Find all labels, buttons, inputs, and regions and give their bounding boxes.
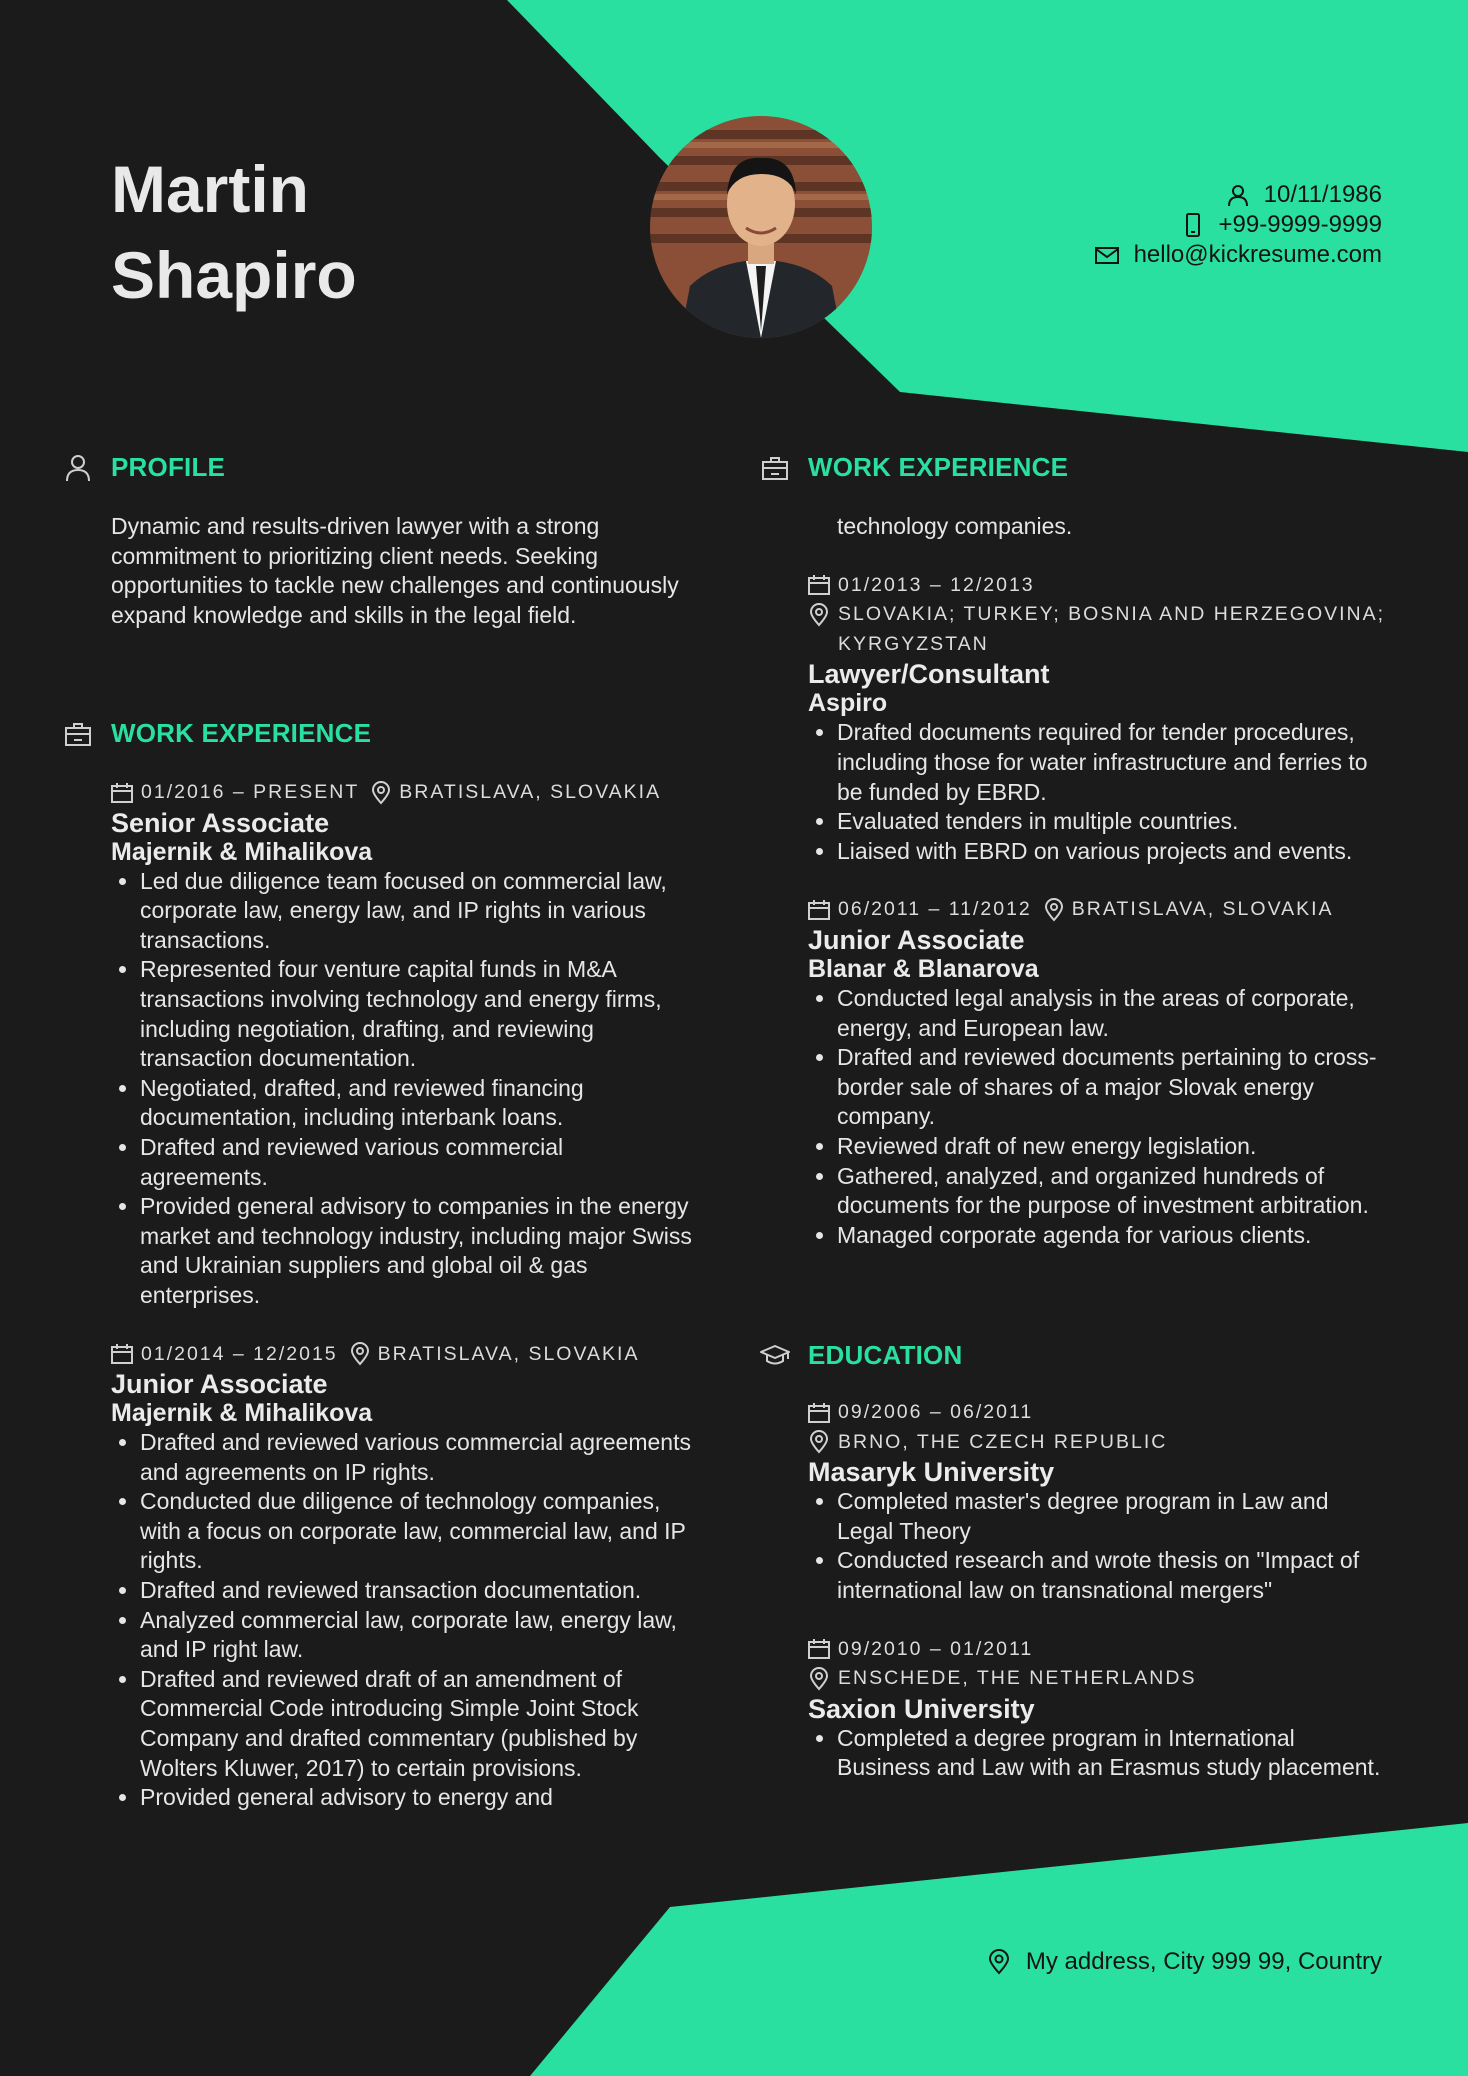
list-item: • Conducted research and wrote thesis on "Impact of international law on transnational mergers" bbox=[837, 1546, 1390, 1605]
work-entry bbox=[111, 778, 696, 1311]
person-icon bbox=[63, 453, 93, 483]
education-section bbox=[808, 1398, 1390, 1812]
location-pin-icon bbox=[371, 781, 391, 805]
list-item: • Conducted legal analysis in the areas of corporate, energy, and European law. bbox=[837, 984, 1390, 1043]
work-entry bbox=[808, 895, 1390, 1250]
person-icon bbox=[1226, 183, 1250, 207]
calendar-icon bbox=[808, 1635, 830, 1665]
list-item: • Drafted and reviewed documents pertaining to cross-border sale of shares of a major Slovak energy company. bbox=[837, 1043, 1390, 1132]
entry-role: Senior Associate bbox=[111, 807, 330, 838]
phone-text[interactable]: +99-9999-9999 bbox=[1218, 211, 1382, 238]
continuation-text: technology companies. bbox=[837, 513, 1073, 539]
entry-location: KYRGYZSTAN bbox=[838, 632, 989, 655]
entry-location: SLOVAKIA; TURKEY; BOSNIA AND HERZEGOVINA; bbox=[838, 603, 1386, 626]
email-row bbox=[962, 240, 1382, 270]
footer-address bbox=[988, 1948, 1382, 1976]
entry-dates: 09/2006 – 06/2011 bbox=[838, 1401, 1034, 1423]
work-left-heading: WORK EXPERIENCE bbox=[111, 718, 372, 748]
location-pin-icon bbox=[350, 1342, 370, 1366]
list-item: • Drafted and reviewed draft of an amendment of Commercial Code introducing Simple Joint Stock Company and drafted commentary (published by Wolters Kluwer, 2017) to certain provisions. bbox=[140, 1665, 696, 1783]
mail-icon bbox=[1094, 243, 1120, 267]
entry-location: BRATISLAVA, SLOVAKIA bbox=[1071, 898, 1334, 921]
list-item: • Drafted documents required for tender procedures, including those for water infrastructure and ferries to be funded by EBRD. bbox=[837, 718, 1390, 807]
address-text: My address, City 999 99, Country bbox=[1025, 1948, 1382, 1975]
entry-location-row bbox=[808, 600, 1390, 659]
location-pin-icon bbox=[988, 1949, 1010, 1975]
list-item: • Analyzed commercial law, corporate law, energy law, and IP right law. bbox=[140, 1606, 696, 1665]
list-item: • Provided general advisory to companies in the energy market and technology industry, including major Swiss and Ukrainian suppliers and global oil & gas enterprises. bbox=[140, 1192, 696, 1310]
work-left-section bbox=[111, 778, 696, 1842]
contact-list bbox=[962, 180, 1382, 270]
entry-bullets bbox=[808, 1487, 1390, 1605]
list-item: • Drafted and reviewed various commercial agreements. bbox=[140, 1133, 696, 1192]
entry-bullets bbox=[808, 984, 1390, 1250]
list-item: • Liaised with EBRD on various projects and events. bbox=[837, 837, 1390, 867]
phone-row bbox=[962, 210, 1382, 240]
briefcase-icon bbox=[760, 453, 790, 483]
birthdate-text: 10/11/1986 bbox=[1263, 181, 1382, 208]
list-item: • Managed corporate agenda for various clients. bbox=[837, 1221, 1390, 1251]
calendar-icon bbox=[111, 782, 133, 804]
portrait-image bbox=[650, 116, 872, 338]
list-item: • Completed master's degree program in Law and Legal Theory bbox=[837, 1487, 1390, 1546]
entry-company: Majernik & Mihalikova bbox=[111, 837, 373, 866]
work-entry bbox=[111, 1340, 696, 1813]
entry-location-row bbox=[808, 1664, 1390, 1694]
entry-dates: 06/2011 – 11/2012 bbox=[838, 898, 1032, 921]
list-item: • Completed a degree program in International Business and Law with an Erasmus study placement. bbox=[837, 1724, 1390, 1783]
first-name: Martin bbox=[111, 152, 309, 226]
entry-bullets bbox=[111, 1428, 696, 1813]
entry-role: Junior Associate bbox=[808, 924, 1025, 955]
last-name: Shapiro bbox=[111, 238, 357, 312]
list-item: • Led due diligence team focused on commercial law, corporate law, energy law, and IP rights in various transactions. bbox=[140, 867, 696, 956]
entry-location: BRATISLAVA, SLOVAKIA bbox=[377, 1342, 640, 1365]
calendar-icon bbox=[808, 1398, 830, 1428]
entry-location: ENSCHEDE, THE NETHERLANDS bbox=[838, 1667, 1197, 1690]
entry-meta bbox=[111, 778, 696, 808]
list-item: • Gathered, analyzed, and organized hundreds of documents for the purpose of investment arbitration. bbox=[837, 1162, 1390, 1221]
entry-bullets bbox=[111, 867, 696, 1311]
entry-meta bbox=[808, 895, 1390, 925]
entry-dates: 01/2013 – 12/2013 bbox=[838, 573, 1035, 596]
list-item: • Drafted and reviewed various commercial agreements and agreements on IP rights. bbox=[140, 1428, 696, 1487]
entry-role: Lawyer/Consultant bbox=[808, 659, 1050, 690]
calendar-icon bbox=[111, 1343, 133, 1365]
birthdate-row bbox=[962, 180, 1382, 210]
calendar-icon bbox=[808, 899, 830, 921]
location-pin-icon bbox=[1044, 898, 1064, 922]
entry-dates: 09/2010 – 01/2011 bbox=[838, 1637, 1034, 1660]
list-item: • Evaluated tenders in multiple countries. bbox=[837, 807, 1390, 837]
location-pin-icon bbox=[808, 600, 830, 630]
work-right-heading: WORK EXPERIENCE bbox=[808, 452, 1069, 482]
location-pin-icon bbox=[808, 1428, 830, 1458]
entry-location: BRNO, THE CZECH REPUBLIC bbox=[838, 1430, 1168, 1453]
list-item: • Conducted due diligence of technology companies, with a focus on corporate law, commercial law, and IP rights. bbox=[140, 1487, 696, 1576]
candidate-name bbox=[111, 146, 357, 318]
work-entry bbox=[808, 571, 1390, 867]
entry-role: Junior Associate bbox=[111, 1369, 328, 1400]
profile-section bbox=[111, 512, 691, 630]
profile-section-header bbox=[63, 452, 225, 483]
list-item: • Negotiated, drafted, and reviewed financing documentation, including interbank loans. bbox=[140, 1074, 696, 1133]
entry-dates: 01/2014 – 12/2015 bbox=[141, 1342, 338, 1365]
list-item: • Represented four venture capital funds in M&A transactions involving technology and energy firms, including negotiation, drafting, and reviewing transaction documentation. bbox=[140, 955, 696, 1073]
entry-dates-row bbox=[808, 571, 1390, 601]
profile-heading: PROFILE bbox=[111, 452, 226, 482]
entry-meta bbox=[111, 1340, 696, 1370]
calendar-icon bbox=[808, 571, 830, 601]
entry-company: Aspiro bbox=[808, 689, 888, 718]
entry-dates-row bbox=[808, 1635, 1390, 1665]
school-name: Masaryk University bbox=[808, 1457, 1055, 1488]
email-text[interactable]: hello@kickresume.com bbox=[1133, 241, 1382, 268]
school-name: Saxion University bbox=[808, 1693, 1035, 1724]
graduation-cap-icon bbox=[760, 1341, 790, 1371]
briefcase-icon bbox=[63, 719, 93, 749]
education-heading: EDUCATION bbox=[808, 1340, 963, 1370]
phone-icon bbox=[1181, 213, 1205, 237]
location-pin-icon bbox=[808, 1664, 830, 1694]
work-left-section-header bbox=[63, 718, 371, 749]
entry-location: BRATISLAVA, SLOVAKIA bbox=[399, 781, 662, 803]
work-right-section bbox=[808, 512, 1390, 1279]
entry-dates-row bbox=[808, 1398, 1390, 1428]
education-section-header bbox=[760, 1340, 962, 1371]
profile-text: Dynamic and results-driven lawyer with a strong commitment to prioritizing client needs. Seeking opportunities to tackle new challenges and continuously expand knowledge and skills in the legal field. bbox=[111, 513, 679, 628]
entry-company: Majernik & Mihalikova bbox=[111, 1399, 373, 1428]
profile-photo bbox=[650, 116, 872, 338]
entry-location-row bbox=[808, 1428, 1390, 1458]
entry-company: Blanar & Blanarova bbox=[808, 954, 1039, 983]
entry-dates: 01/2016 – PRESENT bbox=[141, 781, 360, 803]
list-item: • Provided general advisory to energy and bbox=[140, 1783, 696, 1813]
list-item: • Reviewed draft of new energy legislation. bbox=[837, 1132, 1390, 1162]
list-item: • Drafted and reviewed transaction documentation. bbox=[140, 1576, 696, 1606]
education-entry bbox=[808, 1398, 1390, 1606]
entry-bullets bbox=[808, 718, 1390, 866]
education-entry bbox=[808, 1635, 1390, 1783]
entry-bullets bbox=[808, 1724, 1390, 1783]
work-right-section-header bbox=[760, 452, 1068, 483]
